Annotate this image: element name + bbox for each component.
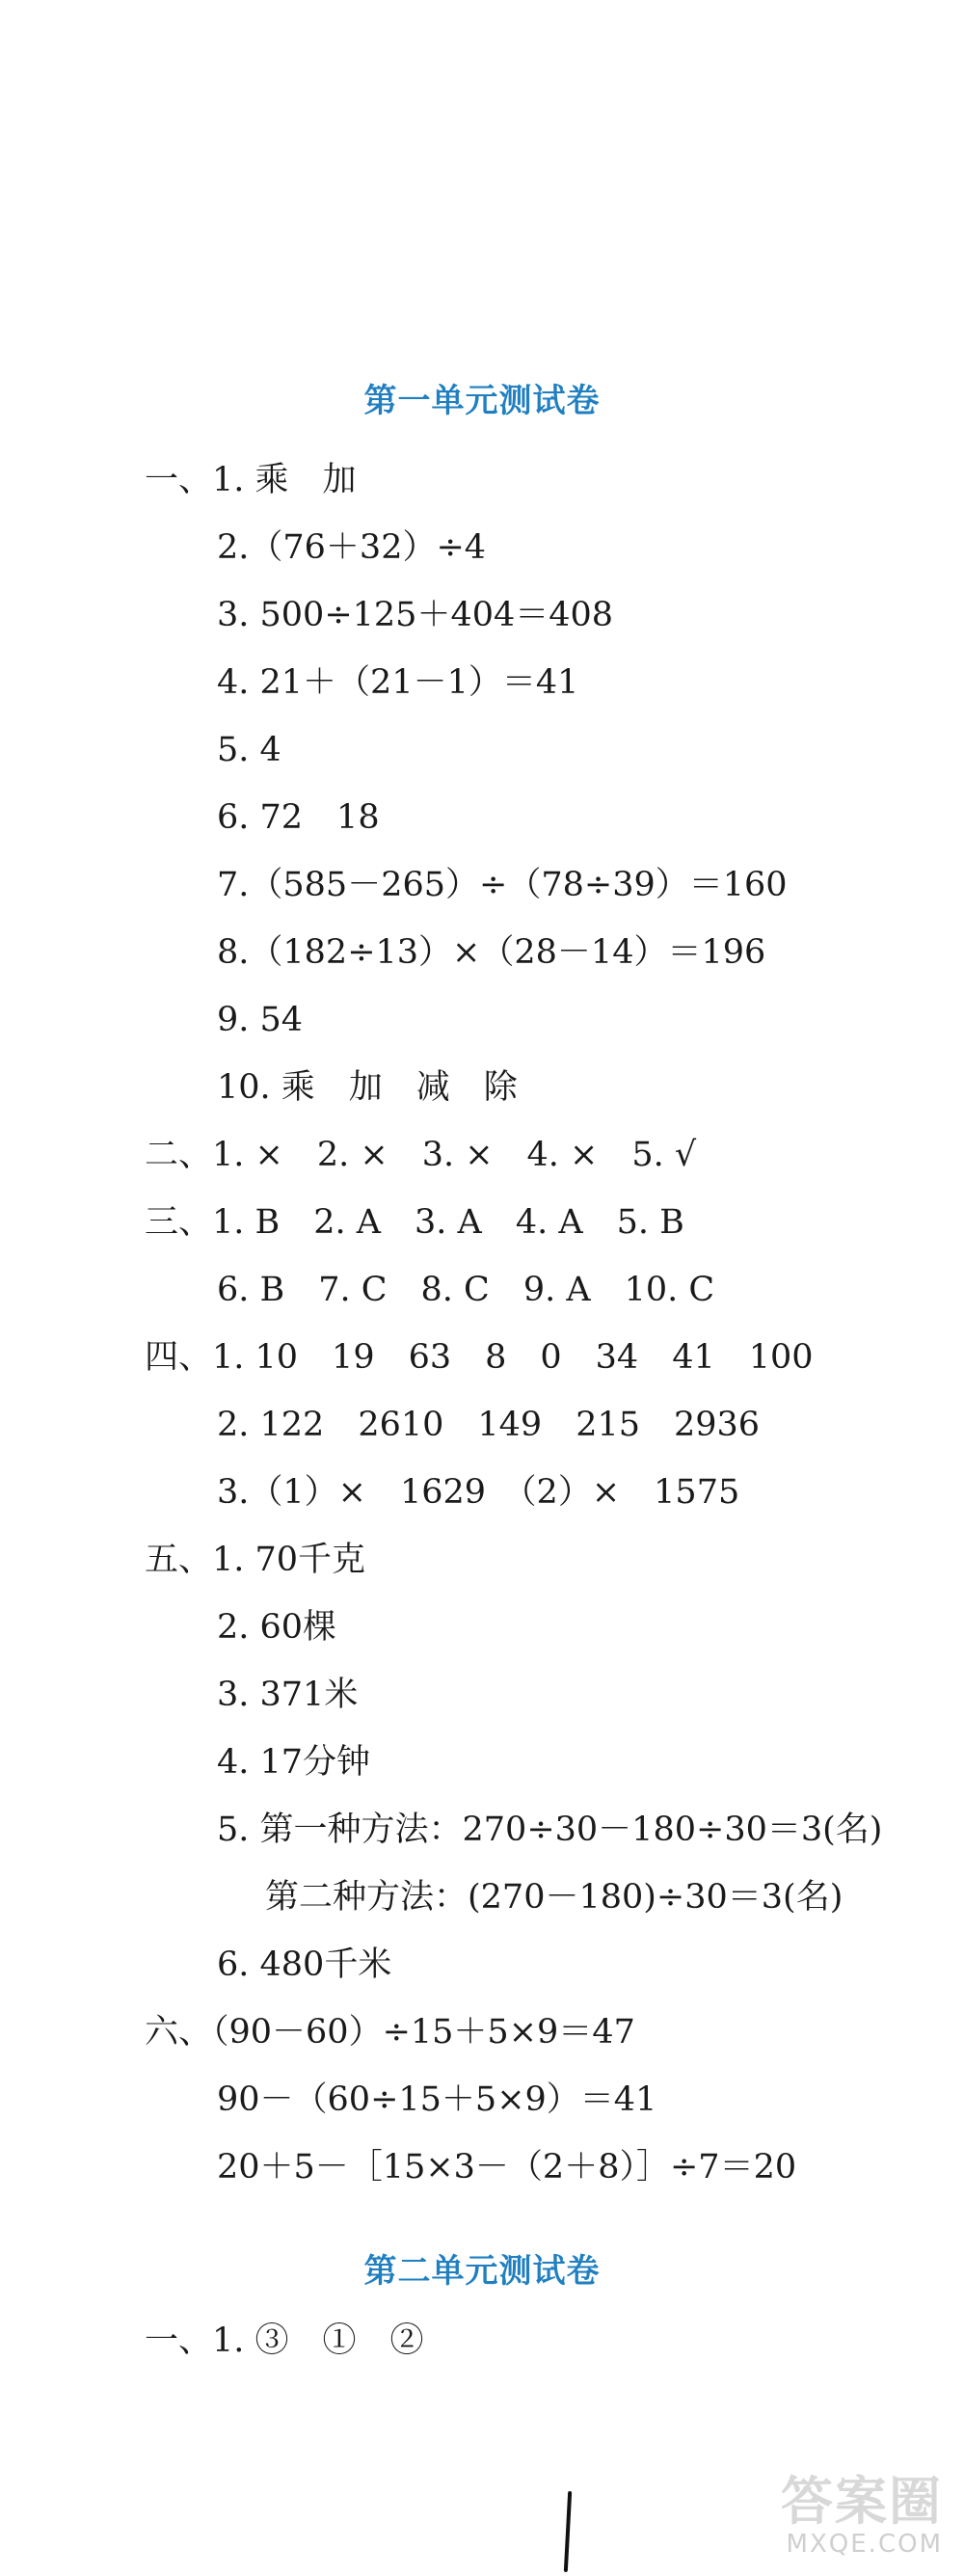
answer-line: 一、1. ③ ① ② <box>145 2321 424 2360</box>
section-title-unit-2: 第二单元测试卷 <box>363 2252 601 2291</box>
answer-line: 4. 17分钟 <box>217 1743 371 1782</box>
answer-line: 五、1. 70千克 <box>145 1541 366 1579</box>
answer-line: 7.（585－265）÷（78÷39）＝160 <box>217 866 788 904</box>
answer-line: 3.（1）× 1629 （2）× 1575 <box>217 1473 740 1512</box>
site-watermark <box>781 2471 943 2559</box>
answer-line: 20＋5－［15×3－（2＋8）］÷7＝20 <box>217 2148 797 2187</box>
answer-line: 2.（76＋32）÷4 <box>217 528 487 567</box>
watermark-logo-text: 答案圈 <box>781 2471 943 2532</box>
answer-line: 6. B 7. C 8. C 9. A 10. C <box>217 1271 715 1309</box>
answer-line: 90－（60÷15＋5×9）＝41 <box>217 2080 657 2119</box>
answer-line: 10. 乘 加 减 除 <box>217 1068 518 1107</box>
answer-line: 第二种方法：(270－180)÷30＝3(名) <box>265 1878 844 1917</box>
scan-mark <box>564 2491 572 2572</box>
answer-line: 9. 54 <box>217 1001 304 1039</box>
section-title-unit-1: 第一单元测试卷 <box>363 382 601 420</box>
answer-line: 5. 第一种方法：270÷30－180÷30＝3(名) <box>217 1811 883 1849</box>
answer-line: 6. 72 18 <box>217 798 380 837</box>
answer-line: 一、1. 乘 加 <box>145 461 357 499</box>
answer-line: 3. 371米 <box>217 1676 359 1714</box>
answer-line: 3. 500÷125＋404＝408 <box>217 596 614 634</box>
answer-line: 三、1. B 2. A 3. A 4. A 5. B <box>145 1203 684 1242</box>
answer-line: 2. 122 2610 149 215 2936 <box>217 1406 761 1444</box>
answer-line: 5. 4 <box>217 731 281 769</box>
answer-line: 6. 480千米 <box>217 1945 392 1984</box>
answer-line: 四、1. 10 19 63 8 0 34 41 100 <box>145 1338 814 1377</box>
watermark-url: MXQE.COM <box>786 2530 943 2559</box>
answer-line: 8.（182÷13）×（28－14）＝196 <box>217 933 766 972</box>
answer-line: 二、1. × 2. × 3. × 4. × 5. √ <box>145 1136 697 1174</box>
answer-line: 六、（90－60）÷15＋5×9＝47 <box>145 2013 635 2052</box>
answer-line: 2. 60棵 <box>217 1608 337 1647</box>
answer-line: 4. 21＋（21－1）＝41 <box>217 663 579 702</box>
